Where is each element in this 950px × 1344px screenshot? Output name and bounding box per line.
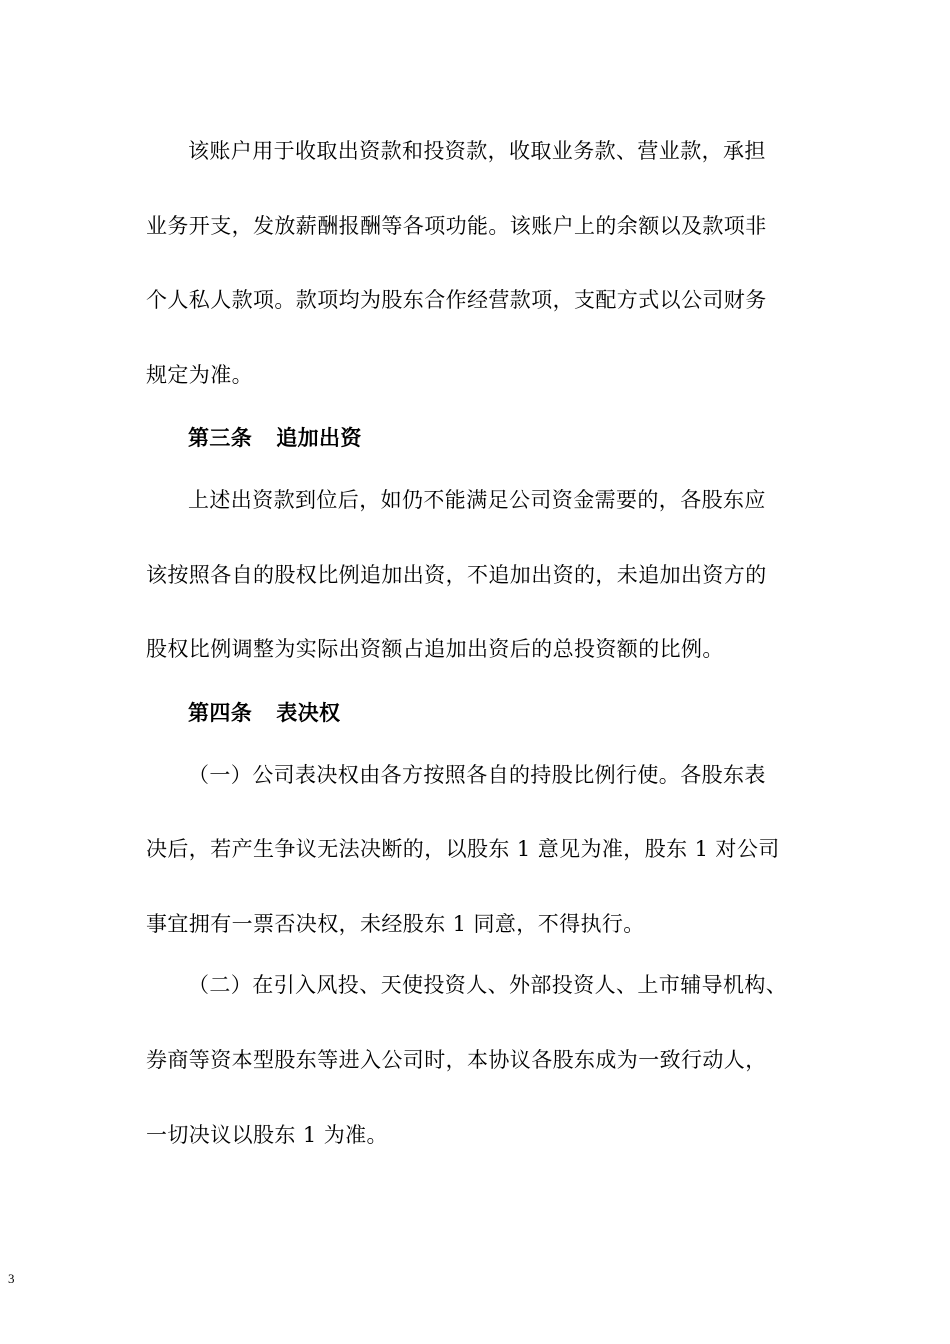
article-3-line-1: 上述出资款到位后，如仍不能满足公司资金需要的，各股东应 — [188, 488, 766, 512]
clause-1-line-3: 事宜拥有一票否决权，未经股东 1 同意，不得执行。 — [146, 912, 645, 936]
clause-2-line-3: 一切决议以股东 1 为准。 — [146, 1123, 388, 1147]
article-3-line-2: 该按照各自的股权比例追加出资，不追加出资的，未追加出资方的 — [146, 563, 767, 587]
article-3-line-3: 股权比例调整为实际出资额占追加出资后的总投资额的比例。 — [146, 637, 724, 661]
clause-2-line-2: 券商等资本型股东等进入公司时，本协议各股东成为一致行动人， — [146, 1048, 767, 1072]
paragraph-1-line-4: 规定为准。 — [146, 363, 253, 387]
paragraph-1-line-1: 该账户用于收取出资款和投资款，收取业务款、营业款，承担 — [188, 139, 766, 163]
article-3-number: 第三条 — [188, 425, 253, 450]
paragraph-1-line-3: 个人私人款项。款项均为股东合作经营款项，支配方式以公司财务 — [146, 288, 767, 312]
paragraph-1-line-2: 业务开支，发放薪酬报酬等各项功能。该账户上的余额以及款项非 — [146, 214, 767, 238]
article-3-heading — [188, 423, 858, 453]
clause-2-line-1: （二）在引入风投、天使投资人、外部投资人、上市辅导机构、 — [188, 973, 788, 997]
article-4-number: 第四条 — [188, 700, 253, 725]
page-number: 3 — [8, 1271, 15, 1286]
article-3-title: 追加出资 — [276, 425, 362, 450]
article-4-heading — [188, 698, 858, 728]
article-4-title: 表决权 — [276, 700, 341, 725]
clause-1-line-1: （一）公司表决权由各方按照各自的持股比例行使。各股东表 — [188, 763, 766, 787]
clause-1-line-2: 决后，若产生争议无法决断的，以股东 1 意见为准，股东 1 对公司 — [146, 837, 780, 861]
